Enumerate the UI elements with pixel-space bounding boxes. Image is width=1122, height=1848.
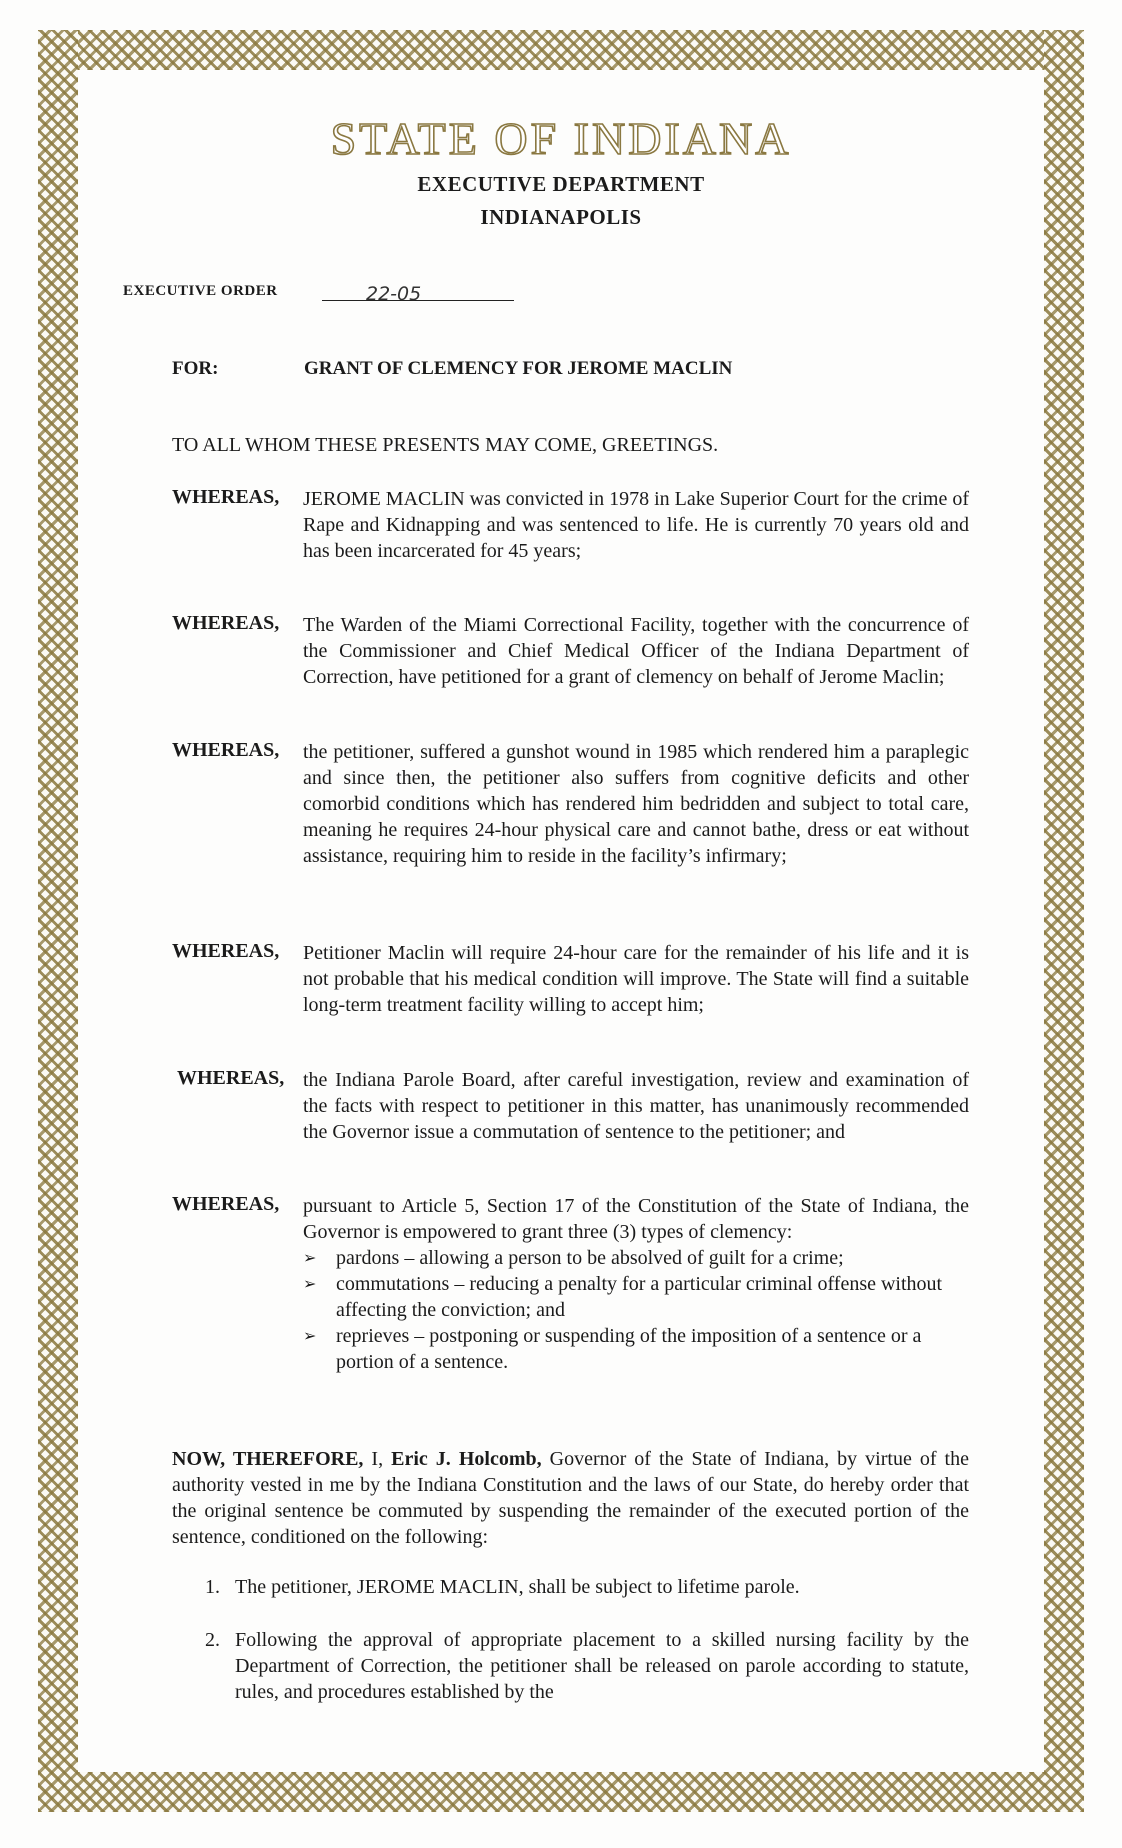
list-item: [303, 1245, 969, 1271]
whereas-clause: the petitioner, suffered a gunshot wound in 1985 which rendered him a paraplegic and since then, the petitioner also suffers from cognitive deficits and other comorbid conditions which has rendered him bedridden and subject to total care, meaning he requires 24-hour physical care and cannot bathe, dress or eat without assistance, requiring him to reside in the facility’s infirmary;: [303, 741, 969, 867]
whereas-label: WHEREAS,: [172, 612, 280, 634]
whereas-label: WHEREAS,: [172, 486, 280, 508]
whereas-label: WHEREAS,: [172, 739, 280, 761]
list-item-text: reprieves – postponing or suspending of the imposition of a sentence or a portion of a sentence.: [336, 1325, 922, 1373]
ornamental-border-top: [38, 30, 1084, 70]
order-number: 2.: [205, 1629, 220, 1651]
list-item: [303, 1271, 969, 1323]
therefore-paragraph: [172, 1446, 969, 1550]
clemency-types-list: [303, 1245, 969, 1375]
list-item: [303, 1323, 969, 1375]
whereas-label: WHEREAS,: [177, 1067, 285, 1089]
order-item: [205, 1574, 969, 1600]
greeting: TO ALL WHOM THESE PRESENTS MAY COME, GREETINGS.: [172, 434, 719, 456]
order-item: [205, 1627, 969, 1705]
city-title: INDIANAPOLIS: [480, 205, 642, 229]
whereas-clause: Petitioner Maclin will require 24-hour care for the remainder of his life and it is not probable that his medical condition will improve. The State will find a suitable long-term treatment facility willing to accept him;: [303, 942, 969, 1016]
order-text: Following the approval of appropriate placement to a skilled nursing facility by the Department of Correction, the petitioner shall be released on parole according to statute, rules, and procedures established by the: [235, 1629, 969, 1703]
list-item-text: commutations – reducing a penalty for a particular criminal offense without affecting the conviction; and: [336, 1273, 943, 1321]
whereas-label: WHEREAS,: [172, 940, 280, 962]
for-label: FOR:: [172, 358, 219, 379]
whereas-clause: the Indiana Parole Board, after careful investigation, review and examination of the facts with respect to petitioner in this matter, has unanimously recommended the Governor issue a commutation of sentence to the petitioner; and: [303, 1069, 969, 1143]
executive-order-label: EXECUTIVE ORDER: [123, 283, 278, 299]
whereas-clause: JEROME MACLIN was convicted in 1978 in Lake Superior Court for the crime of Rape and Kidnapping and was sentenced to life. He is currently 70 years old and has been incarcerated for 45 years;: [303, 488, 969, 562]
therefore-lead: NOW, THEREFORE,: [172, 1448, 364, 1470]
governor-name: Eric J. Holcomb,: [391, 1448, 542, 1470]
order-text: The petitioner, JEROME MACLIN, shall be subject to lifetime parole.: [235, 1576, 800, 1598]
therefore-text: Governor of the State of Indiana, by virtue of the authority vested in me by the Indiana Constitution and the laws of our State, do hereby order that the original sentence be commuted by suspending the remainder of the executed portion of the sentence, conditioned on the following:: [172, 1448, 969, 1548]
for-subject: GRANT OF CLEMENCY FOR JEROME MACLIN: [304, 358, 733, 379]
ornamental-border-right: [1044, 30, 1084, 1812]
executive-order-number: 22-05: [366, 283, 422, 305]
whereas-clause-text: pursuant to Article 5, Section 17 of the Constitution of the State of Indiana, the Governor is empowered to grant three (3) types of clemency:: [303, 1195, 969, 1243]
whereas-label: WHEREAS,: [172, 1193, 280, 1215]
therefore-pronoun: I,: [363, 1448, 392, 1470]
order-number: 1.: [205, 1576, 220, 1598]
whereas-clause: The Warden of the Miami Correctional Facility, together with the concurrence of the Commissioner and Chief Medical Officer of the Indiana Department of Correction, have petitioned for a grant of clemency on behalf of Jerome Maclin;: [303, 614, 969, 688]
ornamental-border-bottom: [38, 1772, 1084, 1812]
list-item-text: pardons – allowing a person to be absolved of guilt for a crime;: [336, 1247, 844, 1269]
arrow-bullet-icon: ➢: [303, 1274, 317, 1293]
whereas-clause-with-list: [303, 1193, 969, 1375]
department-title: EXECUTIVE DEPARTMENT: [417, 172, 705, 196]
state-title: STATE OF INDIANA: [330, 113, 792, 164]
ornamental-border-left: [38, 30, 78, 1812]
arrow-bullet-icon: ➢: [303, 1248, 317, 1267]
arrow-bullet-icon: ➢: [303, 1326, 317, 1345]
